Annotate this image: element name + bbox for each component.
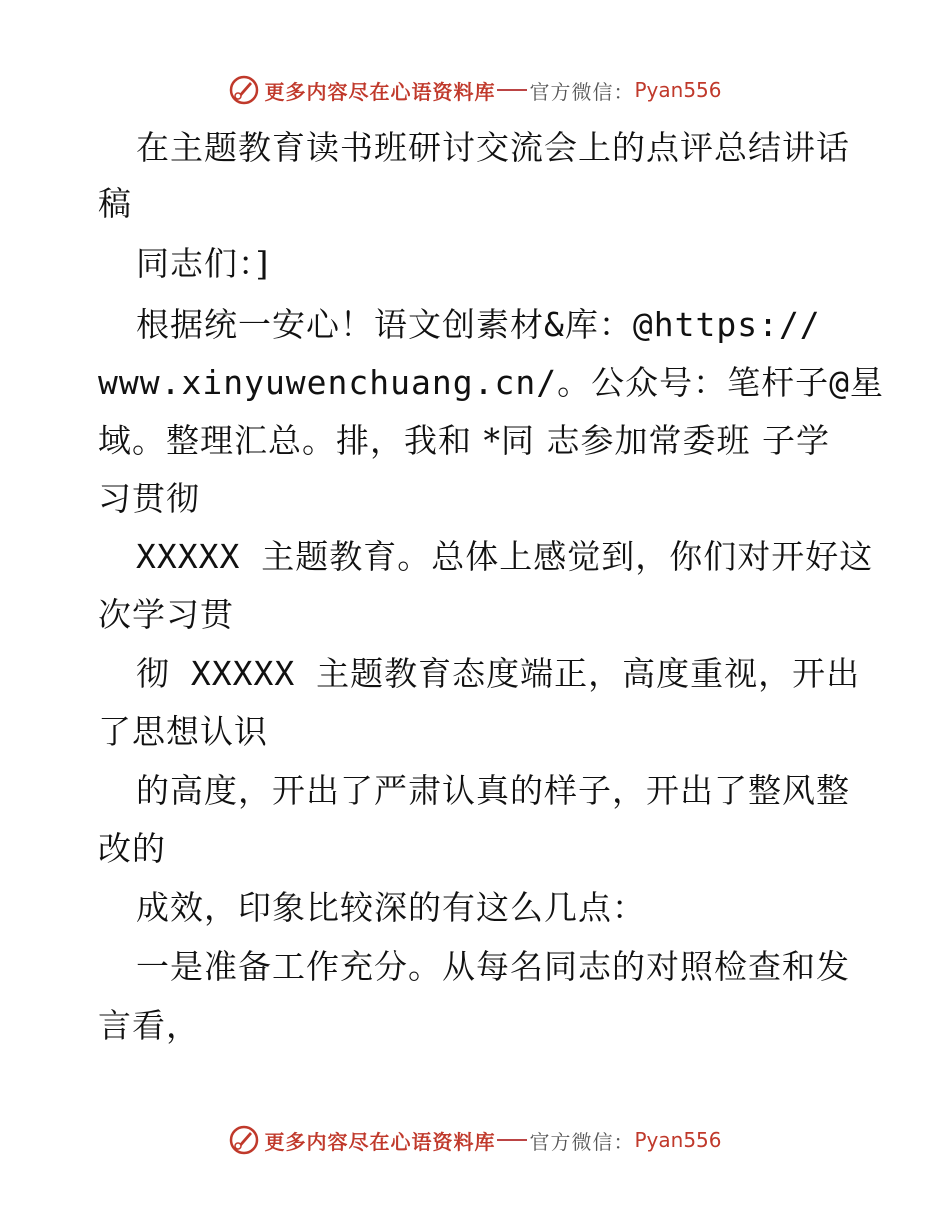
doc-line: 次学习贯 [98,595,234,634]
banner-wechat-id: Pyan556 [634,78,722,102]
doc-line: www.xinyuwenchuang.cn/。公众号：笔杆子@星 [98,363,884,402]
doc-line: 言看， [98,1006,200,1045]
banner-site-text: 更多内容尽在心语资料库 [264,79,496,104]
doc-line: 彻 XXXXX 主题教育态度端正，高度重视，开出 [136,654,861,693]
doc-line: 域。整理汇总。排，我和 *同 志参加常委班 子学 [98,421,830,460]
quill-logo-icon [228,1124,260,1156]
doc-line: 习贯彻 [98,479,200,518]
doc-title-line-1: 在主题教育读书班研讨交流会上的点评总结讲话 [136,128,850,167]
doc-line: 了思想认识 [98,712,268,751]
banner-wechat-label: 官方微信： [529,79,635,104]
doc-line: 根据统一安心！语文创素材&库：@https:// [136,305,821,344]
doc-line: 成效，印象比较深的有这么几点： [136,888,646,927]
footer-watermark-banner [0,1120,950,1160]
banner-dash [497,1139,527,1141]
doc-title-line-2: 稿 [98,184,132,223]
doc-salutation: 同志们：] [136,244,270,283]
doc-line: 的高度，开出了严肃认真的样子，开出了整风整 [136,771,850,810]
doc-line: XXXXX 主题教育。总体上感觉到，你们对开好这 [136,537,874,576]
banner-wechat-label: 官方微信： [529,1129,635,1154]
banner-site-text: 更多内容尽在心语资料库 [264,1129,496,1154]
doc-line: 一是准备工作充分。从每名同志的对照检查和发 [136,947,850,986]
doc-line: 改的 [98,829,166,868]
banner-wechat-id: Pyan556 [634,1128,722,1152]
